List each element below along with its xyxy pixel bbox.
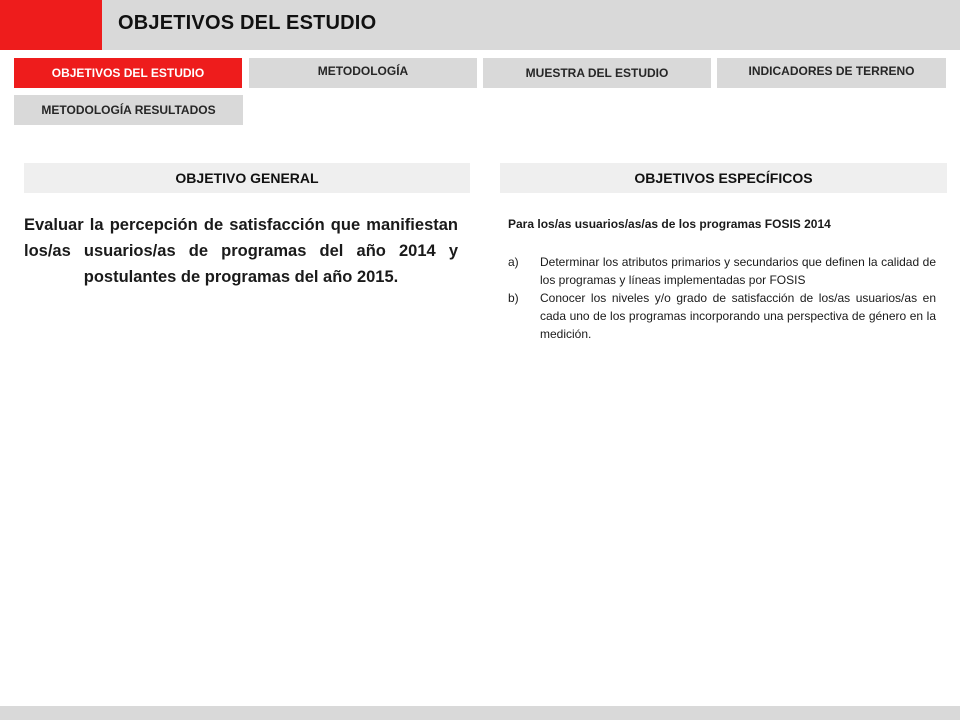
list-item [508,289,936,343]
list-item-text: Determinar los atributos primarios y secundarios que definen la calidad de los programas y líneas implementadas por FOSIS [540,255,936,287]
list-marker: a) [508,255,519,269]
tab-indicadores-de-terreno[interactable]: INDICADORES DE TERRENO [717,58,946,88]
header-accent-block [0,0,102,50]
objetivos-especificos-heading: OBJETIVOS ESPECÍFICOS [500,163,947,193]
list-marker: b) [508,291,519,305]
tab-muestra-del-estudio[interactable]: MUESTRA DEL ESTUDIO [483,58,711,88]
tab-objetivos-del-estudio[interactable]: OBJETIVOS DEL ESTUDIO [14,58,242,88]
tab-metodologia[interactable]: METODOLOGÍA [249,58,477,88]
footer-bar [0,706,960,720]
objetivo-general-heading: OBJETIVO GENERAL [24,163,470,193]
objetivo-general-text: Evaluar la percepción de satisfacción que manifiestan los/as usuarios/as de programas del año 2014 y postulantes de programas del año 2015. [24,216,458,286]
tab-metodologia-resultados[interactable]: METODOLOGÍA RESULTADOS [14,95,243,125]
objetivos-especificos-list [508,253,936,343]
page-title: OBJETIVOS DEL ESTUDIO [118,12,377,34]
list-item [508,253,936,289]
objetivos-especificos-intro: Para los/as usuarios/as/as de los programas FOSIS 2014 [508,217,831,231]
list-item-text: Conocer los niveles y/o grado de satisfacción de los/as usuarios/as en cada uno de los programas incorporando una perspectiva de género en la medición. [540,291,936,341]
